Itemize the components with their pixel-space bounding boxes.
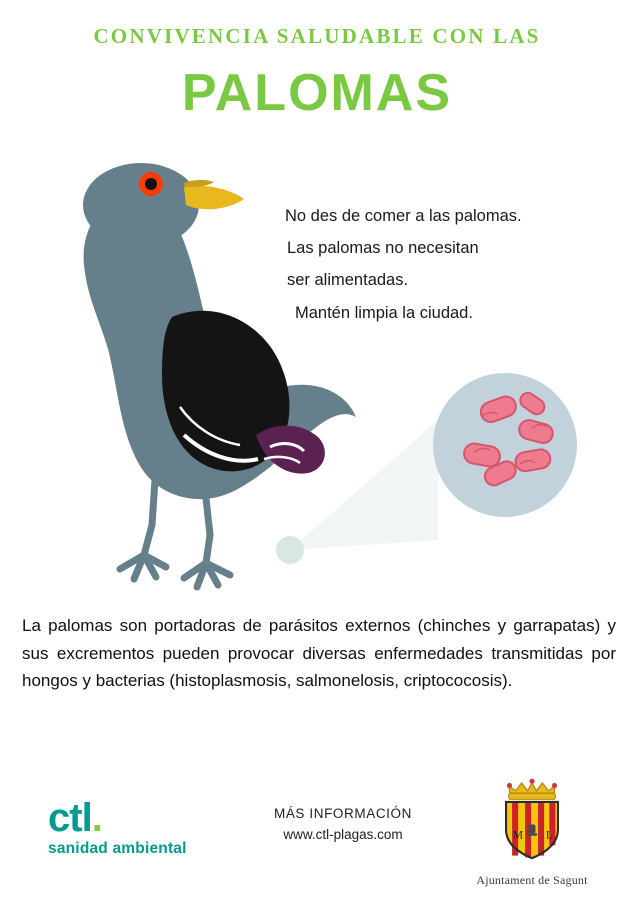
message-line-2: Las palomas no necesitan — [287, 239, 479, 258]
body-paragraph-text: La palomas son portadoras de parásitos externos (chinches y garrapatas) y sus excrementos pueden provocar diversas enfermedades transmitidas por hongos y bacterias (histoplasmosis, salmonelosis, criptococosis). — [22, 616, 616, 691]
more-info-url[interactable]: www.ctl-plagas.com — [283, 827, 403, 842]
more-info-title: MÁS INFORMACIÓN — [273, 806, 412, 821]
ctl-tagline: sanidad ambiental — [48, 840, 187, 857]
message-block — [285, 200, 605, 329]
message-line-1: No des de comer a las palomas. — [285, 207, 522, 225]
body-paragraph — [22, 612, 616, 695]
ctl-logo-mark — [48, 798, 238, 838]
ctl-logo-text: ctl — [48, 796, 92, 840]
message-line-4: Mantén limpia la ciudad. — [295, 303, 473, 322]
magnifier-lens — [433, 373, 577, 517]
poster-kicker: CONVIVENCIA SALUDABLE CON LAS — [93, 24, 541, 48]
poster-header — [0, 24, 634, 123]
page-title: PALOMAS — [181, 64, 453, 122]
sagunt-coat-of-arms — [452, 776, 612, 888]
crown-icon — [507, 779, 557, 800]
shield-letter-left: M — [512, 829, 523, 842]
message-line-3: ser alimentadas. — [287, 271, 409, 290]
ctl-logo-dot: . — [91, 796, 102, 840]
bacteria-magnifier — [432, 372, 578, 518]
shield-letter-right: L — [545, 829, 553, 842]
pigeon-beak — [184, 186, 244, 210]
shield-caption: Ajuntament de Sagunt — [476, 873, 588, 887]
ctl-logo — [48, 798, 238, 858]
more-info-block — [248, 806, 438, 842]
pigeon-head — [83, 163, 199, 247]
poster-footer — [0, 770, 634, 902]
